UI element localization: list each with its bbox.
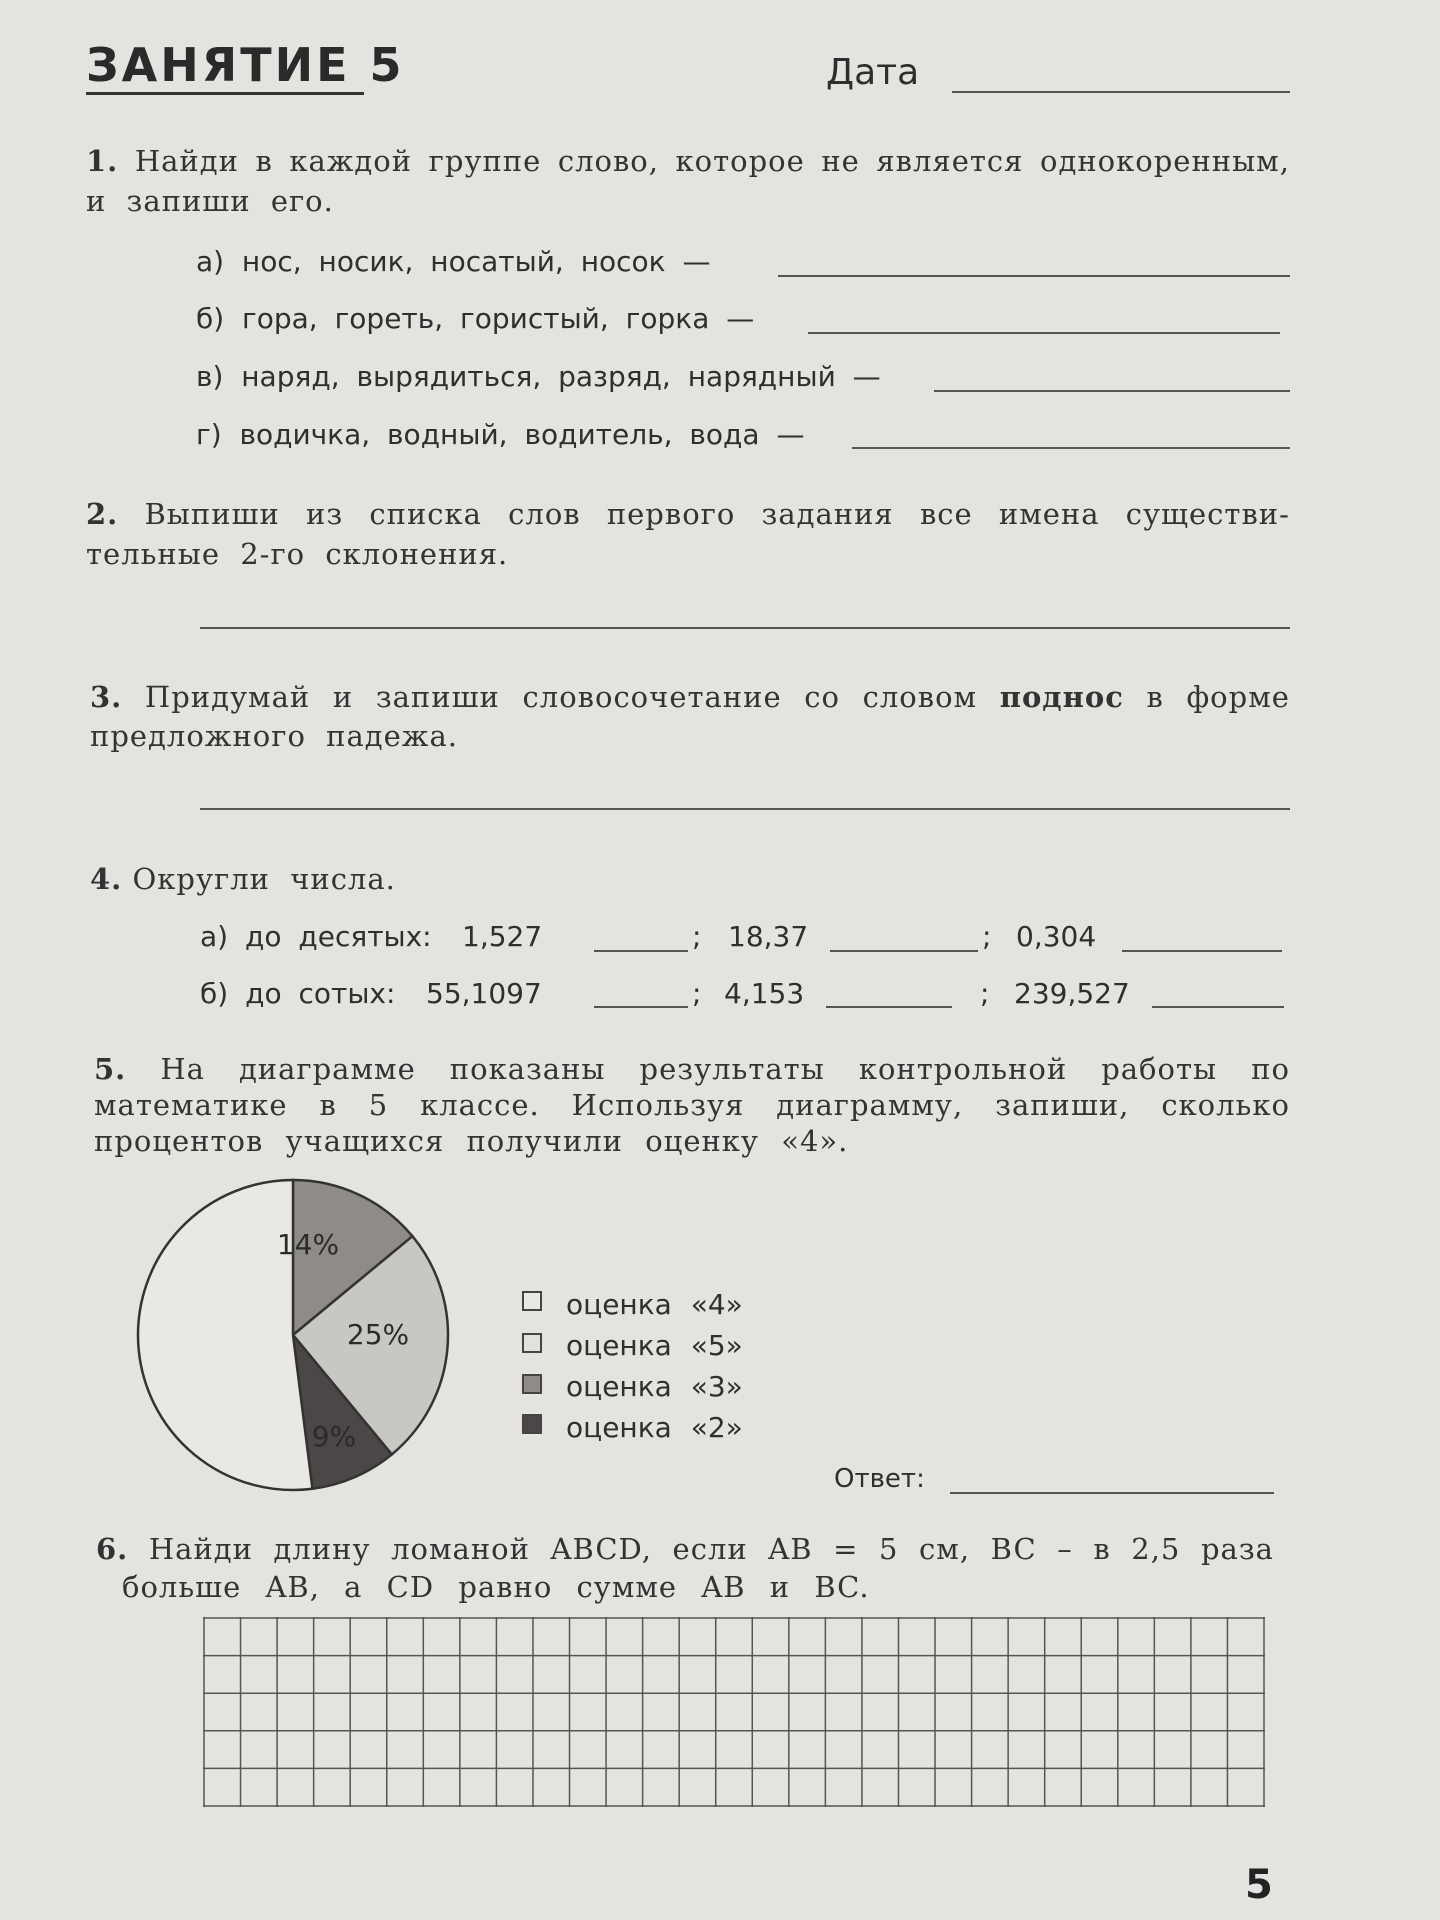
task5-word: диаграмме — [238, 1052, 416, 1086]
task3-line2: предложного падежа. — [90, 719, 458, 753]
task6-number: 6. — [96, 1532, 129, 1566]
pie-label-9: 9% — [311, 1420, 357, 1453]
task6-word: ломаной — [391, 1532, 530, 1566]
title-underline — [86, 92, 364, 95]
task2-line1 — [86, 497, 1290, 531]
task4-heading — [90, 862, 396, 896]
task2-word: первого — [606, 497, 736, 531]
task3-line1 — [90, 680, 1290, 714]
task6-word: ABCD, — [550, 1532, 652, 1566]
answer-label: Ответ: — [834, 1464, 925, 1494]
task4-number: 4. — [90, 862, 123, 896]
task4-row-a-v3: 0,304 — [1016, 920, 1097, 953]
task5-line1 — [94, 1052, 1290, 1086]
sep: ; — [692, 920, 702, 953]
task4-row-a-v1: 1,527 — [462, 920, 543, 953]
task6-line1 — [96, 1532, 1274, 1566]
task3-word: форме — [1186, 680, 1290, 714]
pie-chart — [126, 1170, 460, 1500]
item-a-label: а) — [196, 245, 225, 278]
task5-line2 — [94, 1088, 1290, 1122]
task4-b2-answer[interactable] — [826, 1006, 952, 1008]
task5-word: запиши, — [995, 1088, 1130, 1122]
task3-word: словом — [862, 680, 978, 714]
task4-row-b-v1: 55,1097 — [426, 977, 542, 1010]
task1-line1 — [86, 144, 1290, 178]
task2-word: слов — [508, 497, 581, 531]
legend-label-4: оценка «4» — [566, 1288, 743, 1321]
task1-word: Найди — [134, 144, 239, 178]
task4-row-b-label: б) до сотых: — [200, 977, 396, 1010]
task6-word: – — [1057, 1532, 1073, 1566]
item-v-label: в) — [196, 360, 224, 393]
task1-number: 1. — [86, 144, 119, 178]
task6-word: 5 — [879, 1532, 899, 1566]
task5-line3: процентов учащихся получили оценку «4». — [94, 1124, 849, 1158]
task1-word: однокоренным, — [1040, 144, 1290, 178]
item-v-text: наряд, вырядиться, разряд, нарядный — — [241, 360, 881, 393]
task6-word: = — [833, 1532, 859, 1566]
sep: ; — [980, 977, 990, 1010]
task4-row-a-v2: 18,37 — [728, 920, 809, 953]
task2-word: из — [306, 497, 344, 531]
task2-line2: тельные 2-го склонения. — [86, 537, 509, 571]
task2-word: списка — [369, 497, 482, 531]
item-b-text: гора, гореть, гористый, горка — — [242, 302, 755, 335]
lesson-title: ЗАНЯТИЕ 5 — [86, 38, 405, 92]
task6-line2: больше AB, а CD равно сумме AB и BC. — [122, 1570, 870, 1604]
task1-item-v — [196, 360, 881, 393]
item-g-text: водичка, водный, водитель, вода — — [239, 418, 805, 451]
date-label: Дата — [826, 52, 920, 93]
task5-word: 5 — [368, 1088, 389, 1122]
task5-word: Используя — [571, 1088, 745, 1122]
task2-word: все — [919, 497, 973, 531]
task5-word: математике — [94, 1088, 288, 1122]
task6-word: раза — [1200, 1532, 1274, 1566]
item-b-label: б) — [196, 302, 225, 335]
answer-grid[interactable] — [203, 1617, 1265, 1807]
item-g-label: г) — [196, 418, 222, 451]
task2-number: 2. — [86, 497, 119, 531]
task5-word: по — [1251, 1052, 1290, 1086]
task5-answer-line[interactable] — [950, 1492, 1274, 1494]
task3-word: запиши — [375, 680, 500, 714]
task5-word: классе. — [420, 1088, 540, 1122]
task1-word: каждой — [289, 144, 413, 178]
task1-word: является — [876, 144, 1024, 178]
task4-row-b-v3: 239,527 — [1014, 977, 1130, 1010]
legend-swatch-5 — [522, 1333, 542, 1353]
task2-word: задания — [761, 497, 894, 531]
task6-word: AB — [768, 1532, 813, 1566]
legend-label-3: оценка «3» — [566, 1370, 743, 1403]
task4-row-a-label: а) до десятых: — [200, 920, 432, 953]
task5-word: в — [319, 1088, 337, 1122]
pie-label-14: 14% — [276, 1228, 340, 1261]
task6-word: 2,5 — [1131, 1532, 1181, 1566]
task1-answer-line-g[interactable] — [852, 447, 1290, 449]
sep: ; — [692, 977, 702, 1010]
task3-number: 3. — [90, 680, 123, 714]
legend-swatch-4 — [522, 1291, 542, 1311]
task3-word: со — [804, 680, 840, 714]
task4-row-b-v2: 4,153 — [724, 977, 805, 1010]
task6-word: длину — [273, 1532, 371, 1566]
task4-title: Округли числа. — [132, 862, 396, 896]
task4-b3-answer[interactable] — [1152, 1006, 1284, 1008]
task1-word: не — [821, 144, 860, 178]
task1-answer-line-a[interactable] — [778, 275, 1290, 277]
sep: ; — [982, 920, 992, 953]
task2-word: Выпиши — [144, 497, 280, 531]
task5-word: работы — [1101, 1052, 1218, 1086]
task6-word: см, — [919, 1532, 971, 1566]
task6-word: Найди — [148, 1532, 253, 1566]
task1-word: группе — [428, 144, 542, 178]
task2-answer-line[interactable] — [200, 627, 1290, 629]
task1-answer-line-b[interactable] — [808, 332, 1280, 334]
legend-label-2: оценка «2» — [566, 1411, 743, 1444]
task1-item-a — [196, 245, 710, 278]
task4-b1-answer[interactable] — [594, 1006, 688, 1008]
legend-swatch-3 — [522, 1374, 542, 1394]
task4-a1-answer[interactable] — [594, 950, 688, 952]
task5-word: На — [160, 1052, 205, 1086]
task2-word: существи- — [1125, 497, 1290, 531]
pie-label-25: 25% — [346, 1318, 410, 1351]
task5-word: результаты — [639, 1052, 825, 1086]
task1-word: слово, — [557, 144, 659, 178]
task3-word: в — [1146, 680, 1164, 714]
task3-word: словосочетание — [522, 680, 782, 714]
task5-word: сколько — [1161, 1088, 1290, 1122]
task6-word: BC — [990, 1532, 1037, 1566]
task1-word: которое — [675, 144, 805, 178]
task1-item-b — [196, 302, 754, 335]
date-answer-line[interactable] — [952, 91, 1290, 93]
pie-slice — [138, 1180, 312, 1490]
item-a-text: нос, носик, носатый, носок — — [241, 245, 711, 278]
task5-number: 5. — [94, 1052, 127, 1086]
task1-item-g — [196, 418, 804, 451]
task3-bold-word: поднос — [999, 680, 1124, 714]
task4-a3-answer[interactable] — [1122, 950, 1282, 952]
task5-word: диаграмму, — [776, 1088, 964, 1122]
task3-answer-line[interactable] — [200, 808, 1290, 810]
task1-answer-line-v[interactable] — [934, 390, 1290, 392]
legend-swatch-2 — [522, 1414, 542, 1434]
task1-word: в — [255, 144, 273, 178]
task1-line2: и запиши его. — [86, 184, 334, 218]
legend-label-5: оценка «5» — [566, 1329, 743, 1362]
task5-word: показаны — [449, 1052, 606, 1086]
task6-word: в — [1093, 1532, 1111, 1566]
task6-word: если — [672, 1532, 748, 1566]
task3-word: и — [332, 680, 354, 714]
task5-word: контрольной — [858, 1052, 1068, 1086]
task4-a2-answer[interactable] — [830, 950, 978, 952]
task2-word: имена — [998, 497, 1100, 531]
page-number: 5 — [1245, 1862, 1273, 1908]
task3-word: Придумай — [144, 680, 311, 714]
